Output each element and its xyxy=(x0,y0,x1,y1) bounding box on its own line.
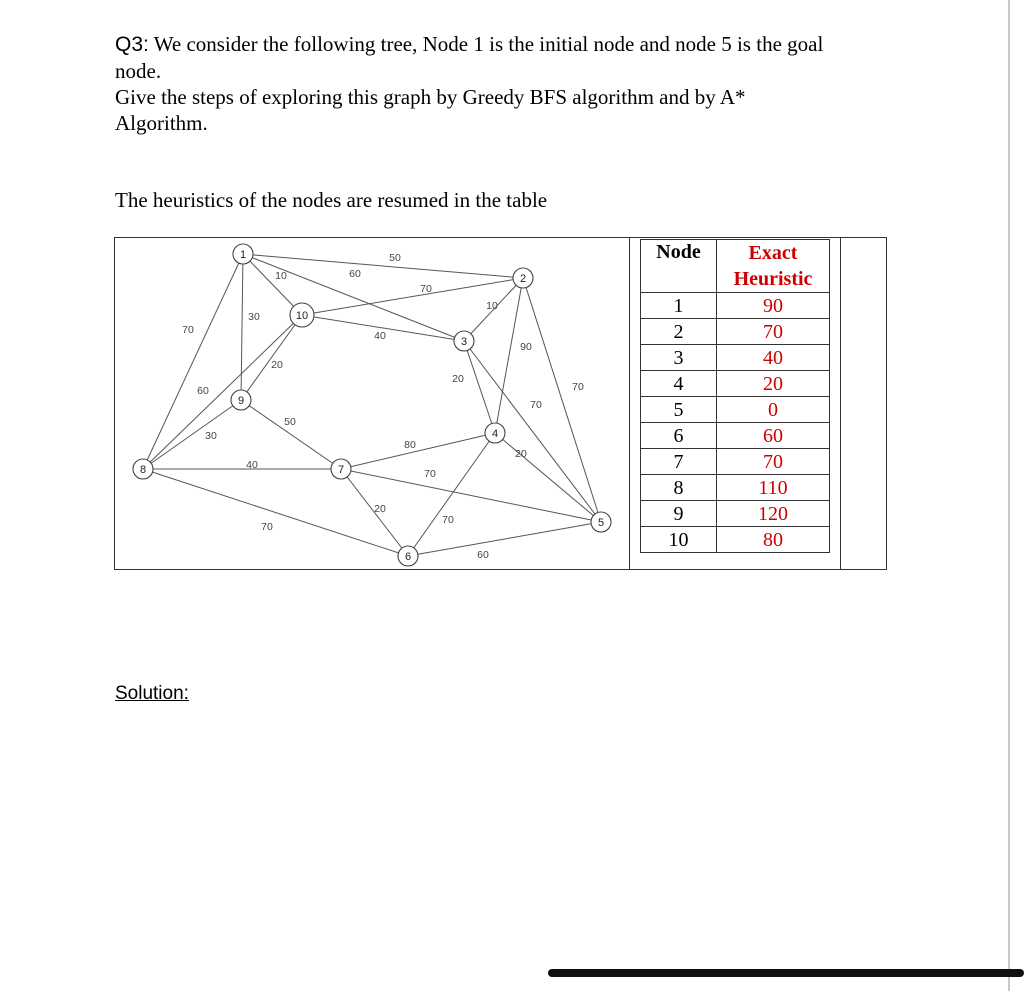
table-row xyxy=(641,449,830,475)
graph-node-1 xyxy=(233,244,253,264)
heuristic-cell: 0 xyxy=(717,397,830,423)
question-label: Q3: xyxy=(115,33,149,56)
horizontal-scrollbar[interactable] xyxy=(548,969,1024,977)
table-row xyxy=(641,501,830,527)
heuristic-cell: 20 xyxy=(717,371,830,397)
node-label: 10 xyxy=(295,310,309,322)
table-row xyxy=(641,319,830,345)
edge-weight-label: 70 xyxy=(572,381,584,393)
table-row xyxy=(641,397,830,423)
edge-weight-label: 70 xyxy=(182,324,194,336)
edge-1-8 xyxy=(143,254,243,469)
heuristic-cell: 120 xyxy=(717,501,830,527)
node-cell: 9 xyxy=(641,501,717,527)
table-row xyxy=(641,423,830,449)
solution-label: Solution: xyxy=(115,683,189,704)
node-cell: 8 xyxy=(641,475,717,501)
node-cell: 10 xyxy=(641,527,717,553)
heuristic-table xyxy=(640,239,830,553)
heuristic-cell: 70 xyxy=(717,319,830,345)
graph-node-4 xyxy=(485,423,505,443)
graph-node-8 xyxy=(133,459,153,479)
edge-6-5 xyxy=(408,522,601,556)
table-row xyxy=(641,293,830,319)
edge-weight-label: 20 xyxy=(374,503,386,515)
node-cell: 2 xyxy=(641,319,717,345)
edge-weight-label: 90 xyxy=(520,341,532,353)
node-cell: 1 xyxy=(641,293,717,319)
edge-2-4 xyxy=(495,278,523,433)
table-row xyxy=(641,475,830,501)
edge-weight-label: 30 xyxy=(205,430,217,442)
node-label: 7 xyxy=(337,464,345,476)
edge-8-6 xyxy=(143,469,408,556)
graph-node-3 xyxy=(454,331,474,351)
node-label: 9 xyxy=(237,395,245,407)
edge-10-9 xyxy=(241,315,302,400)
node-cell: 7 xyxy=(641,449,717,475)
edge-weight-label: 20 xyxy=(515,448,527,460)
question-text xyxy=(115,31,915,136)
graph-node-9 xyxy=(231,390,251,410)
edge-6-4 xyxy=(408,433,495,556)
table-row xyxy=(641,527,830,553)
heuristic-cell: 40 xyxy=(717,345,830,371)
edge-weight-label: 40 xyxy=(374,330,386,342)
header-heuristic-line-2: Heuristic xyxy=(733,268,813,290)
graph-node-7 xyxy=(331,459,351,479)
page-right-edge xyxy=(1008,0,1010,991)
heuristic-cell: 80 xyxy=(717,527,830,553)
intro-text: The heuristics of the nodes are resumed in the table xyxy=(115,188,548,212)
node-label: 4 xyxy=(491,428,499,440)
edge-weight-label: 60 xyxy=(349,268,361,280)
node-cell: 5 xyxy=(641,397,717,423)
edge-1-9 xyxy=(241,254,243,400)
table-row xyxy=(641,345,830,371)
question-line-4: Algorithm. xyxy=(115,111,208,135)
edge-3-5 xyxy=(464,341,601,522)
header-heuristic-line-1: Exact xyxy=(748,242,798,264)
edge-3-4 xyxy=(464,341,495,433)
edge-9-8 xyxy=(143,400,241,469)
edge-10-8 xyxy=(143,315,302,469)
graph-node-6 xyxy=(398,546,418,566)
node-label: 2 xyxy=(519,273,527,285)
question-line-3: Give the steps of exploring this graph by Greedy BFS algorithm and by A* xyxy=(115,85,746,109)
heuristic-cell: 70 xyxy=(717,449,830,475)
edge-4-5 xyxy=(495,433,601,522)
edge-weight-label: 70 xyxy=(261,521,273,533)
edge-weight-label: 80 xyxy=(404,439,416,451)
graph-node-2 xyxy=(513,268,533,288)
edge-7-4 xyxy=(341,433,495,469)
graph-node-5 xyxy=(591,512,611,532)
edge-weight-label: 20 xyxy=(452,373,464,385)
node-label: 8 xyxy=(139,464,147,476)
edge-weight-label: 50 xyxy=(284,416,296,428)
node-label: 6 xyxy=(404,551,412,563)
edge-weight-label: 70 xyxy=(530,399,542,411)
graph-node-10 xyxy=(290,303,314,327)
node-label: 3 xyxy=(460,336,468,348)
node-label: 1 xyxy=(239,249,247,261)
heuristic-cell: 90 xyxy=(717,293,830,319)
table-row xyxy=(641,371,830,397)
question-line-1: We consider the following tree, Node 1 is the initial node and node 5 is the goal xyxy=(148,32,824,56)
edge-weight-label: 20 xyxy=(271,359,283,371)
header-node: Node xyxy=(641,240,717,293)
edge-weight-label: 60 xyxy=(477,549,489,561)
edge-weight-label: 10 xyxy=(486,300,498,312)
node-cell: 6 xyxy=(641,423,717,449)
node-cell: 4 xyxy=(641,371,717,397)
heuristic-cell: 110 xyxy=(717,475,830,501)
node-label: 5 xyxy=(597,517,605,529)
edge-weight-label: 30 xyxy=(248,311,260,323)
question-line-2: node. xyxy=(115,59,162,83)
node-cell: 3 xyxy=(641,345,717,371)
edge-weight-label: 70 xyxy=(420,283,432,295)
figure-divider xyxy=(629,237,630,570)
edge-weight-label: 10 xyxy=(275,270,287,282)
figure-divider-right xyxy=(840,237,841,570)
graph-diagram xyxy=(115,238,628,569)
edge-weight-label: 60 xyxy=(197,385,209,397)
edge-weight-label: 50 xyxy=(389,252,401,264)
edge-weight-label: 70 xyxy=(442,514,454,526)
edge-1-10 xyxy=(243,254,302,315)
heuristic-cell: 60 xyxy=(717,423,830,449)
edge-weight-label: 40 xyxy=(246,459,258,471)
header-heuristic xyxy=(717,240,830,293)
edge-weight-label: 70 xyxy=(424,468,436,480)
